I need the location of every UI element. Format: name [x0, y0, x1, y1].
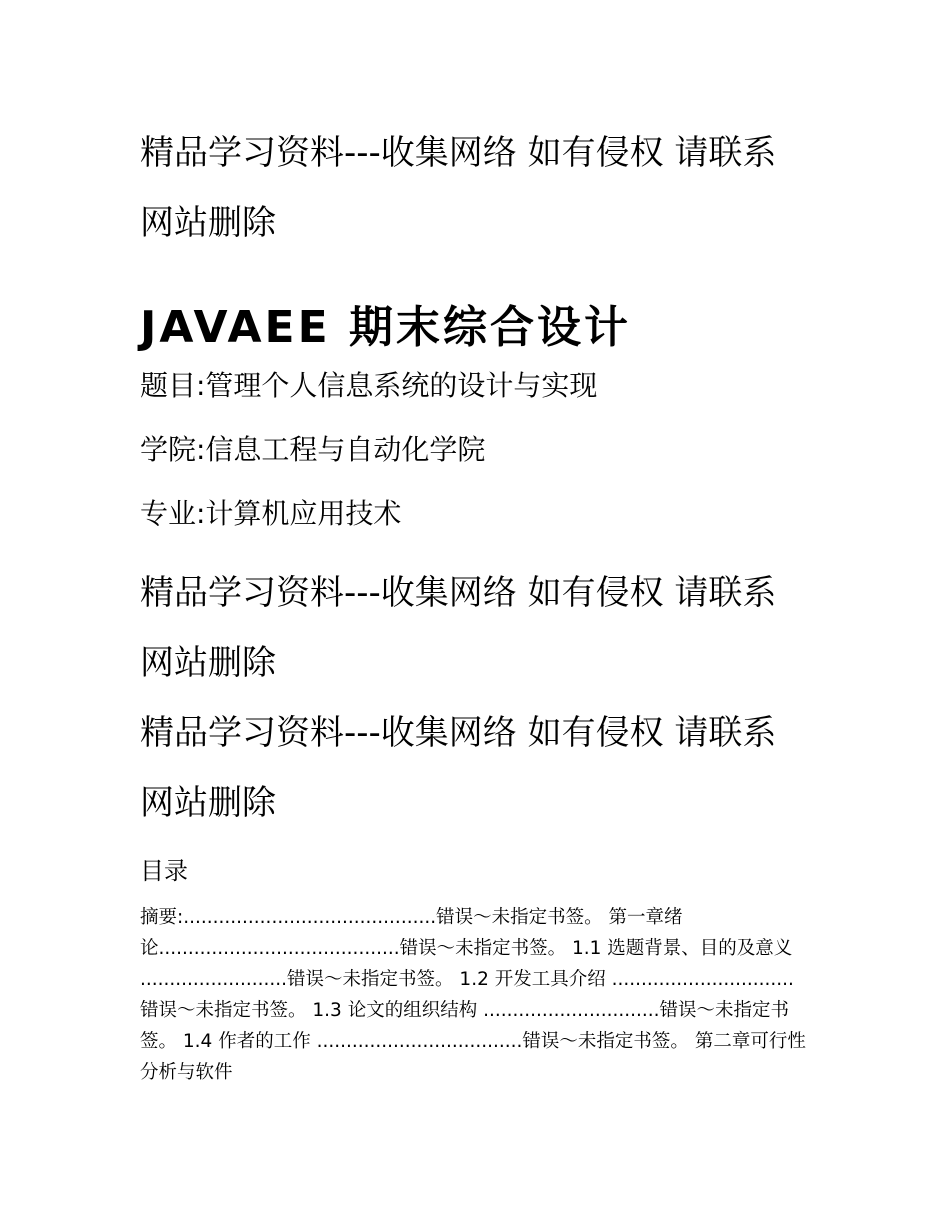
table-of-contents	[140, 902, 810, 1088]
toc-heading: 目录	[140, 857, 188, 885]
watermark-line: 精品学习资料---收集网络 如有侵权 请联系网站删除	[140, 573, 777, 683]
meta-major: 专业:计算机应用技术	[140, 497, 402, 530]
document-page	[140, 118, 810, 1088]
toc-entry: 1.4 作者的工作 ...................................错误～未指定书签。	[182, 1031, 689, 1052]
document-title: JAVAEE 期末综合设计	[140, 302, 631, 353]
toc-entry: 摘要:...........................................错误～未指定书签。	[140, 907, 603, 928]
watermark-line: 精品学习资料---收集网络 如有侵权 请联系网站删除	[140, 133, 777, 243]
toc-entry: 1.1 选题背景、目的及意义 .........................错误～未指定书签。	[140, 938, 793, 990]
meta-topic: 题目:管理个人信息系统的设计与实现	[140, 369, 598, 402]
toc-entry: 第二章可行性分析与软件	[140, 1031, 806, 1083]
toc-entry: 1.3 论文的组织结构 ..............................错误～未指定书签。	[140, 1000, 790, 1052]
toc-entry: 1.2 开发工具介绍 ...............................错误～未指定书签。	[140, 969, 794, 1021]
watermark-line: 精品学习资料---收集网络 如有侵权 请联系网站删除	[140, 713, 777, 823]
meta-college: 学院:信息工程与自动化学院	[140, 433, 486, 466]
toc-entry: 第一章绪论.........................................错误～未指定书签。	[140, 907, 683, 959]
